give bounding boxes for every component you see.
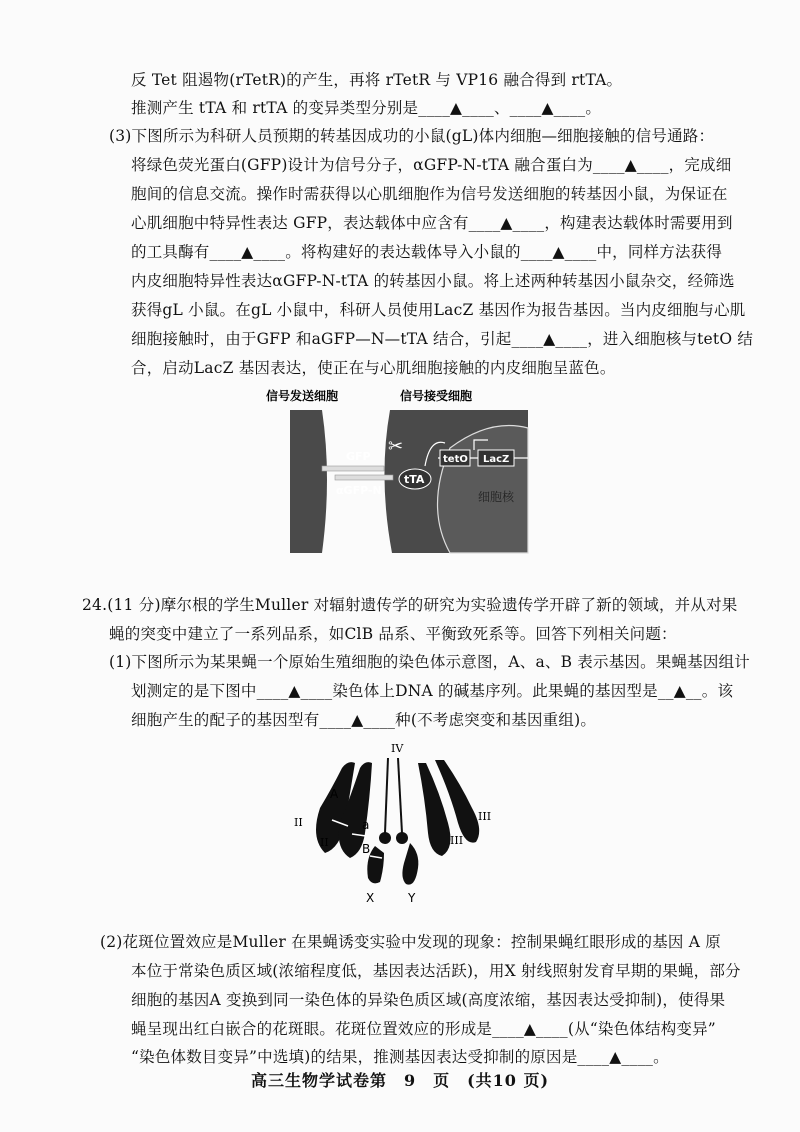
text-line: 本位于常染色质区域(浓缩程度低，基因表达活跃)，用X 射线照射发育早期的果蝇，部分 xyxy=(131,962,741,980)
text-line: 获得gL 小鼠。在gL 小鼠中，科研人员使用LacZ 基因作为报告基因。当内皮细胞与心肌 xyxy=(131,301,746,319)
label-ii-right: II xyxy=(320,836,329,849)
question-24-1: (1)下图所示为某果蝇一个原始生殖细胞的染色体示意图，A、a、B 表示基因。果蝇基因组计 xyxy=(109,653,751,671)
label-gene-a-upper: A xyxy=(330,787,339,801)
label-gene-b: B xyxy=(362,842,371,856)
label-y: Y xyxy=(408,891,416,905)
label-iv: IV xyxy=(391,742,404,755)
text-line: 细胞接触时，由于GFP 和aGFP—N—tTA 结合，引起____▲____，进入细胞核与tetO 结 xyxy=(131,330,754,348)
text-line: 蝇的突变中建立了一系列品系，如ClB 品系、平衡致死系等。回答下列相关问题： xyxy=(109,625,677,643)
agfp-bar xyxy=(335,475,393,480)
chromosome-figure xyxy=(280,738,500,908)
text-line: 推测产生 tTA 和 rtTA 的变异类型分别是____▲____、____▲____。 xyxy=(131,99,602,117)
text-line: 合，启动LacZ 基因表达，使正在与心肌细胞接触的内皮细胞呈蓝色。 xyxy=(131,359,616,377)
text-line: “染色体数目变异”中选填)的结果，推测基因表达受抑制的原因是____▲____。 xyxy=(131,1048,669,1066)
scissors-icon: ✂ xyxy=(388,436,404,457)
text-line: 蝇呈现出红白嵌合的花斑眼。花斑位置效应的形成是____▲____(从“染色体结构变异” xyxy=(131,1020,716,1038)
label-ii-left: II xyxy=(294,816,303,829)
label-x: X xyxy=(366,891,375,905)
question-24-2: (2)花斑位置效应是Muller 在果蝇诱变实验中发现的现象：控制果蝇红眼形成的基因 A 原 xyxy=(100,933,721,951)
label-iii-right: III xyxy=(478,810,492,823)
text-line: 划测定的是下图中____▲____染色体上DNA 的碱基序列。此果蝇的基因型是__▲__。该 xyxy=(131,682,734,700)
nucleus-label: 细胞核 xyxy=(478,490,515,504)
page-footer: 高三生物学试卷第 9 页 (共10 页) xyxy=(250,1071,550,1090)
receiver-cell-label: 信号接受细胞 xyxy=(400,389,473,403)
chromosome-y xyxy=(402,843,418,885)
chromosome-iv-left xyxy=(385,758,388,833)
gfp-bar xyxy=(322,466,384,471)
sender-cell xyxy=(290,410,327,553)
question-3-stem: (3)下图所示为科研人员预期的转基因成功的小鼠(gL)体内细胞—细胞接触的信号通路： xyxy=(109,127,715,145)
text-line: 细胞产生的配子的基因型有____▲____种(不考虑突变和基因重组)。 xyxy=(131,711,597,729)
text-line: 的工具酶有____▲____。将构建好的表达载体导入小鼠的____▲____中，同样方法获得 xyxy=(131,243,723,261)
gfp-label: GFP xyxy=(346,450,371,463)
lacz-label: LacZ xyxy=(483,454,510,465)
text-line: 心肌细胞中特异性表达 GFP，表达载体中应含有____▲____，构建表达载体时需要用到 xyxy=(131,214,733,232)
agfp-n-label: αGFP-N xyxy=(336,484,382,497)
label-gene-a-lower: a xyxy=(362,818,370,832)
text-line: 细胞的基因A 变换到同一染色体的异染色质区域(高度浓缩，基因表达受抑制)，使得果 xyxy=(131,991,726,1009)
label-iii-left: III xyxy=(450,834,464,847)
text-line: 胞间的信息交流。操作时需获得以心肌细胞作为信号发送细胞的转基因小鼠，为保证在 xyxy=(131,185,728,203)
teto-label: tetO xyxy=(443,454,468,465)
cell-signaling-figure xyxy=(260,388,550,558)
tta-label: tTA xyxy=(404,473,425,486)
question-24-stem: 24.(11 分)摩尔根的学生Muller 对辐射遗传学的研究为实验遗传学开辟了新的领域，并从对果 xyxy=(82,596,738,614)
sender-cell-label: 信号发送细胞 xyxy=(266,389,339,403)
text-line: 内皮细胞特异性表达αGFP-N-tTA 的转基因小鼠。将上述两种转基因小鼠杂交，经筛选 xyxy=(131,272,735,290)
chromosome-iv-right xyxy=(398,758,402,833)
text-line: 将绿色荧光蛋白(GFP)设计为信号分子，αGFP-N-tTA 融合蛋白为____▲____，完成细 xyxy=(131,156,732,174)
text-line: 反 Tet 阻遏物(rTetR)的产生，再将 rTetR 与 VP16 融合得到 rtTA。 xyxy=(131,71,623,89)
